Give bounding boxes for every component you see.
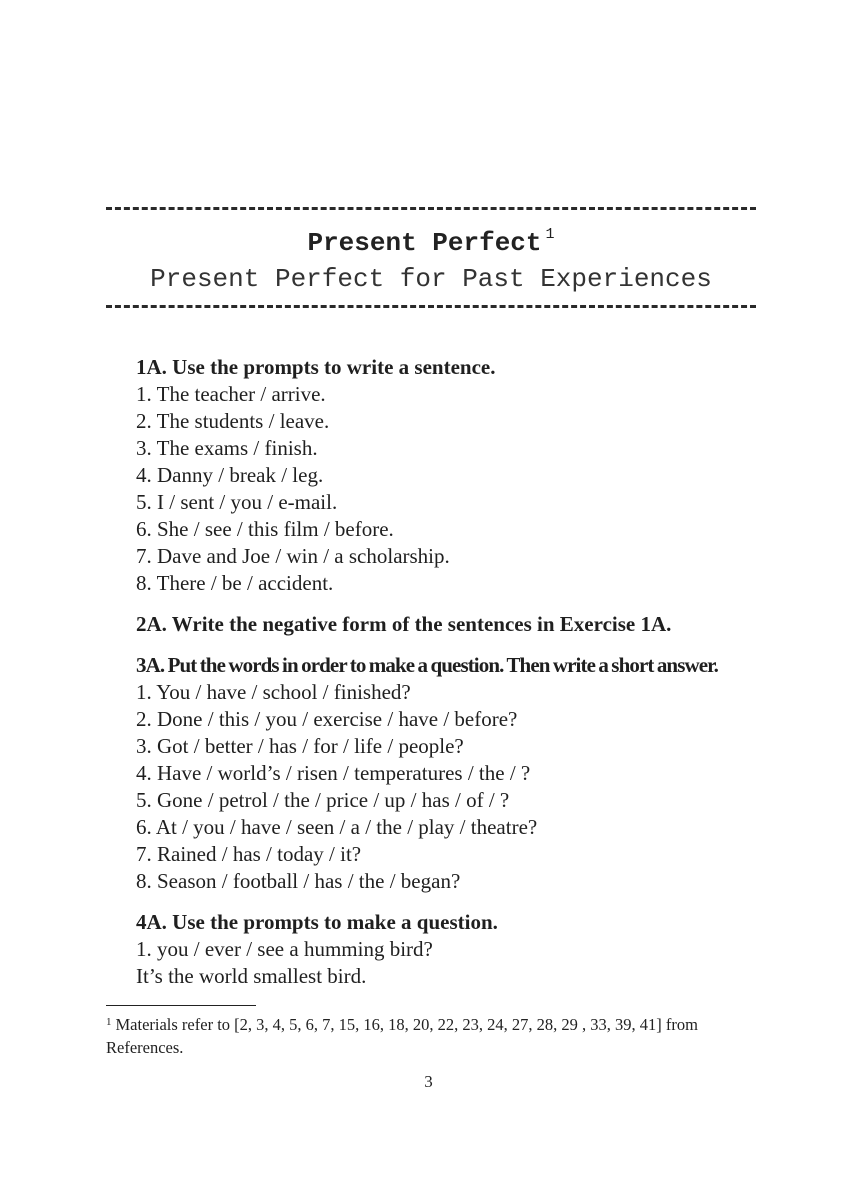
chapter-title: [106, 218, 756, 260]
chapter-title-text: Present Perfect: [307, 228, 542, 258]
chapter-subtitle: Present Perfect for Past Experiences: [150, 264, 712, 294]
exercise-item: 8. Season / football / has / the / began?: [136, 869, 461, 893]
exercise-item: 4. Have / world’s / risen / temperatures / the / ?: [136, 761, 531, 785]
exercise-heading: 1A. Use the prompts to write a sentence.: [136, 355, 496, 379]
footnote-text: Materials refer to [2, 3, 4, 5, 6, 7, 15, 16, 18, 20, 22, 23, 24, 27, 28, 29 , 33, 39, 41] from References.: [106, 1015, 698, 1057]
exercise-item: 1. You / have / school / finished?: [136, 680, 411, 704]
footnote-separator: [106, 1005, 256, 1006]
exercise-1a: [136, 354, 766, 597]
exercise-item: 1. The teacher / arrive.: [136, 382, 326, 406]
exercise-item: 5. Gone / petrol / the / price / up / has / of / ?: [136, 788, 510, 812]
exercise-2a: [136, 611, 766, 638]
exercise-item: 2. The students / leave.: [136, 409, 330, 433]
exercise-heading: 2A. Write the negative form of the sentences in Exercise 1A.: [136, 612, 672, 636]
exercise-heading: 4A. Use the prompts to make a question.: [136, 910, 498, 934]
title-footnote-marker[interactable]: 1: [545, 226, 555, 243]
exercise-item: 3. Got / better / has / for / life / people?: [136, 734, 464, 758]
exercises-content: [136, 354, 766, 1004]
exercise-item: It’s the world smallest bird.: [136, 964, 367, 988]
exercise-item: 2. Done / this / you / exercise / have / before?: [136, 707, 518, 731]
header-bottom-dashed-rule: [106, 305, 756, 308]
exercise-item: 7. Dave and Joe / win / a scholarship.: [136, 544, 450, 568]
exercise-item: 6. She / see / this film / before.: [136, 517, 394, 541]
exercise-4a: [136, 909, 766, 990]
header-top-dashed-rule: [106, 207, 756, 210]
exercise-item: 5. I / sent / you / e-mail.: [136, 490, 338, 514]
exercise-heading: 3A. Put the words in order to make a question. Then write a short answer.: [136, 653, 719, 677]
exercise-item: 7. Rained / has / today / it?: [136, 842, 362, 866]
exercise-3a: [136, 652, 766, 895]
exercise-item: 3. The exams / finish.: [136, 436, 318, 460]
footnote-marker: 1: [106, 1016, 112, 1028]
footnote: [106, 1011, 761, 1059]
exercise-item: 8. There / be / accident.: [136, 571, 334, 595]
exercise-item: 1. you / ever / see a humming bird?: [136, 937, 433, 961]
exercise-item: 4. Danny / break / leg.: [136, 463, 324, 487]
page-number: 3: [424, 1072, 433, 1091]
exercise-item: 6. At / you / have / seen / a / the / play / theatre?: [136, 815, 538, 839]
